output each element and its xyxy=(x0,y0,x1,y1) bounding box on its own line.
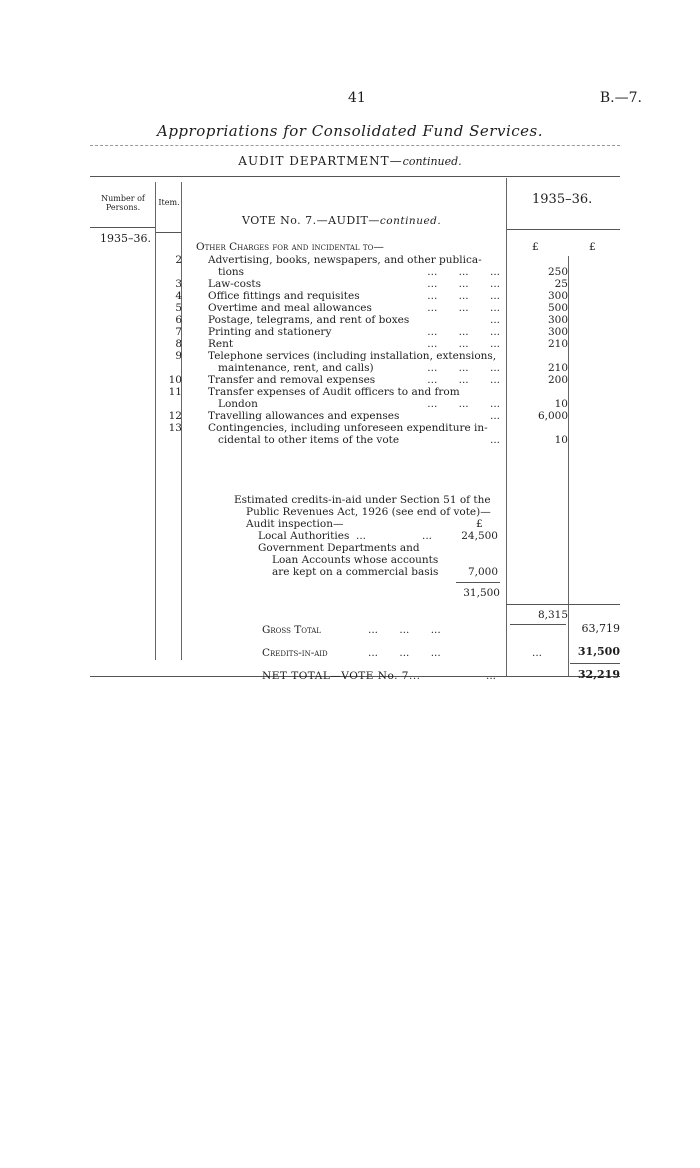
item-description-text: Overtime and meal allowances xyxy=(208,302,372,314)
col-divider-persons xyxy=(155,182,156,660)
col-heading-year: 1935–36. xyxy=(532,192,593,207)
item-number: 5 xyxy=(175,302,182,314)
item-description-text: London xyxy=(218,398,258,410)
page-number: 41 xyxy=(348,90,366,106)
item-number: 9 xyxy=(175,350,182,362)
item-amount: 210 xyxy=(547,362,568,374)
credits-block xyxy=(200,494,500,578)
item-description xyxy=(200,290,500,302)
year-head-rule xyxy=(507,229,620,230)
item-number: 4 xyxy=(175,290,182,302)
vote-title-continued: continued. xyxy=(379,215,442,227)
leader-dots: ... ... ... xyxy=(427,278,500,290)
title-rule xyxy=(90,145,620,146)
item-number: 7 xyxy=(175,326,182,338)
item-amount: 200 xyxy=(547,374,568,386)
vote-title-main: VOTE No. 7.—AUDIT— xyxy=(242,214,380,227)
item-description-text: maintenance, rent, and calls) xyxy=(218,362,374,374)
item-number: 2 xyxy=(175,254,182,266)
leader-dots: ... ... ... xyxy=(427,374,500,386)
item-number: 12 xyxy=(168,410,182,422)
item-description-text: Contingencies, including unforeseen expenditure in- xyxy=(208,422,488,434)
item-amount xyxy=(510,386,568,398)
credits-gov-label: are kept on a commercial basis xyxy=(272,566,439,578)
credits-audit-label: Audit inspection— xyxy=(246,518,344,530)
page-title: Appropriations for Consolidated Fund Services. xyxy=(156,122,543,140)
vote-title xyxy=(242,214,441,227)
item-head-rule xyxy=(155,232,181,233)
item-amount: 500 xyxy=(547,302,568,314)
leader-dots: ... ... ... xyxy=(427,326,500,338)
item-amount: 210 xyxy=(547,338,568,350)
item-description xyxy=(200,434,500,446)
dots: ... xyxy=(422,530,433,542)
leader-dots: ... ... ... xyxy=(427,266,500,278)
item-amount xyxy=(510,350,568,362)
item-description xyxy=(200,314,500,326)
credits-local-row xyxy=(200,530,500,542)
item-numbers xyxy=(160,254,182,446)
item-description xyxy=(200,326,500,338)
leader-dots: ... ... ... xyxy=(427,398,500,410)
gross-total-dots: ... ... ... xyxy=(368,624,441,636)
item-description-text: Postage, telegrams, and rent of boxes xyxy=(208,314,410,326)
persons-year: 1935–36. xyxy=(100,232,151,245)
leader-dots: ... ... ... xyxy=(427,302,500,314)
item-description-text: Law-costs xyxy=(208,278,261,290)
item-amount: 10 xyxy=(554,434,568,446)
item-number: 6 xyxy=(175,314,182,326)
item-description xyxy=(200,410,500,422)
leader-dots: ... ... ... xyxy=(427,338,500,350)
credits-audit-line xyxy=(200,518,500,530)
item-description xyxy=(200,254,500,266)
gross-total-value: 63,719 xyxy=(581,622,620,635)
item-description-text: Office fittings and requisites xyxy=(208,290,360,302)
item-description-text: Transfer expenses of Audit officers to and from xyxy=(208,386,460,398)
item-amount: 10 xyxy=(554,398,568,410)
credits-line: Estimated credits-in-aid under Section 51 of the xyxy=(234,494,491,506)
credits-in-aid-amount-dots: ... xyxy=(532,647,543,659)
item-number: 11 xyxy=(168,386,182,398)
persons-head-rule xyxy=(90,227,155,228)
gross-total-label xyxy=(262,624,321,636)
credits-gov-line: Government Departments and xyxy=(258,542,420,554)
subtotal-rule xyxy=(506,604,620,605)
item-number: 8 xyxy=(175,338,182,350)
section-heading-text: Other Charges for and incidental to— xyxy=(196,241,384,253)
leader-dots: ... ... ... xyxy=(427,290,500,302)
item-description xyxy=(200,422,500,434)
item-description xyxy=(200,278,500,290)
credits-gov-line: Loan Accounts whose accounts xyxy=(272,554,439,566)
item-description xyxy=(200,350,500,362)
subtotal-value: 8,315 xyxy=(537,609,568,621)
currency-left: £ xyxy=(532,241,539,253)
net-total-rule xyxy=(570,663,620,664)
credits-sum-rule xyxy=(456,582,500,583)
item-description-text: tions xyxy=(218,266,245,278)
subtitle-continued: continued. xyxy=(402,155,462,168)
item-number xyxy=(160,398,182,410)
subtitle-main: AUDIT DEPARTMENT— xyxy=(238,154,403,168)
section-heading xyxy=(196,241,384,253)
credits-currency: £ xyxy=(476,518,483,530)
item-description-text: Transfer and removal expenses xyxy=(208,374,376,386)
item-description xyxy=(200,398,500,410)
net-total-label: NET TOTAL—VOTE No. 7... xyxy=(262,670,421,682)
credits-in-aid-text: Credits-in-aid xyxy=(262,647,328,659)
item-amount: 6,000 xyxy=(537,410,568,422)
item-number: 3 xyxy=(175,278,182,290)
gross-total-text: Gross Total xyxy=(262,624,321,636)
item-description-text: Travelling allowances and expenses xyxy=(208,410,400,422)
item-amount: 250 xyxy=(547,266,568,278)
col-divider-amount xyxy=(506,178,507,676)
net-total-value: 32,219 xyxy=(577,668,620,681)
leader-dots: ... xyxy=(489,434,500,446)
item-descriptions xyxy=(200,254,500,446)
col-divider-total xyxy=(568,256,569,676)
leader-dots: ... ... ... xyxy=(427,362,500,374)
col-heading-item: Item. xyxy=(158,198,180,207)
credits-local-label: Local Authorities xyxy=(258,530,350,542)
item-amount xyxy=(510,422,568,434)
dots: ... xyxy=(356,530,367,542)
item-description xyxy=(200,302,500,314)
section-subtitle xyxy=(0,154,700,168)
item-amount xyxy=(510,254,568,266)
item-number xyxy=(160,266,182,278)
item-number: 10 xyxy=(168,374,182,386)
credits-in-aid-label xyxy=(262,647,328,659)
credits-total: 31,500 xyxy=(463,587,500,599)
item-description xyxy=(200,362,500,374)
col-heading-persons: Number of Persons. xyxy=(101,194,145,212)
item-description-text: Rent xyxy=(208,338,234,350)
item-description xyxy=(200,338,500,350)
item-amount: 25 xyxy=(554,278,568,290)
item-description-text: Telephone services (including installation, extensions, xyxy=(208,350,497,362)
item-description xyxy=(200,386,500,398)
credits-in-aid-dots: ... ... ... xyxy=(368,647,441,659)
item-amount: 300 xyxy=(547,290,568,302)
item-description xyxy=(200,374,500,386)
net-total-dots: ... xyxy=(486,670,497,682)
item-amount: 300 xyxy=(547,326,568,338)
credits-gov-row xyxy=(200,566,500,578)
item-number: 13 xyxy=(168,422,182,434)
item-description xyxy=(200,266,500,278)
item-number xyxy=(160,434,182,446)
currency-right: £ xyxy=(589,241,596,253)
credits-local-amount: 24,500 xyxy=(461,530,498,542)
item-amount: 300 xyxy=(547,314,568,326)
leader-dots: ... xyxy=(489,314,500,326)
credits-in-aid-value: 31,500 xyxy=(577,645,620,658)
leader-dots: ... xyxy=(489,410,500,422)
table-top-rule xyxy=(90,176,620,177)
item-description-text: cidental to other items of the vote xyxy=(218,434,400,446)
subtotal-underline xyxy=(510,624,566,625)
document-reference: B.—7. xyxy=(599,90,642,106)
item-number xyxy=(160,362,182,374)
item-description-text: Printing and stationery xyxy=(208,326,332,338)
credits-gov-amount: 7,000 xyxy=(467,566,498,578)
item-amounts xyxy=(510,254,568,446)
item-description-text: Advertising, books, newspapers, and other publica- xyxy=(208,254,482,266)
credits-line: Public Revenues Act, 1926 (see end of vote)— xyxy=(246,506,491,518)
